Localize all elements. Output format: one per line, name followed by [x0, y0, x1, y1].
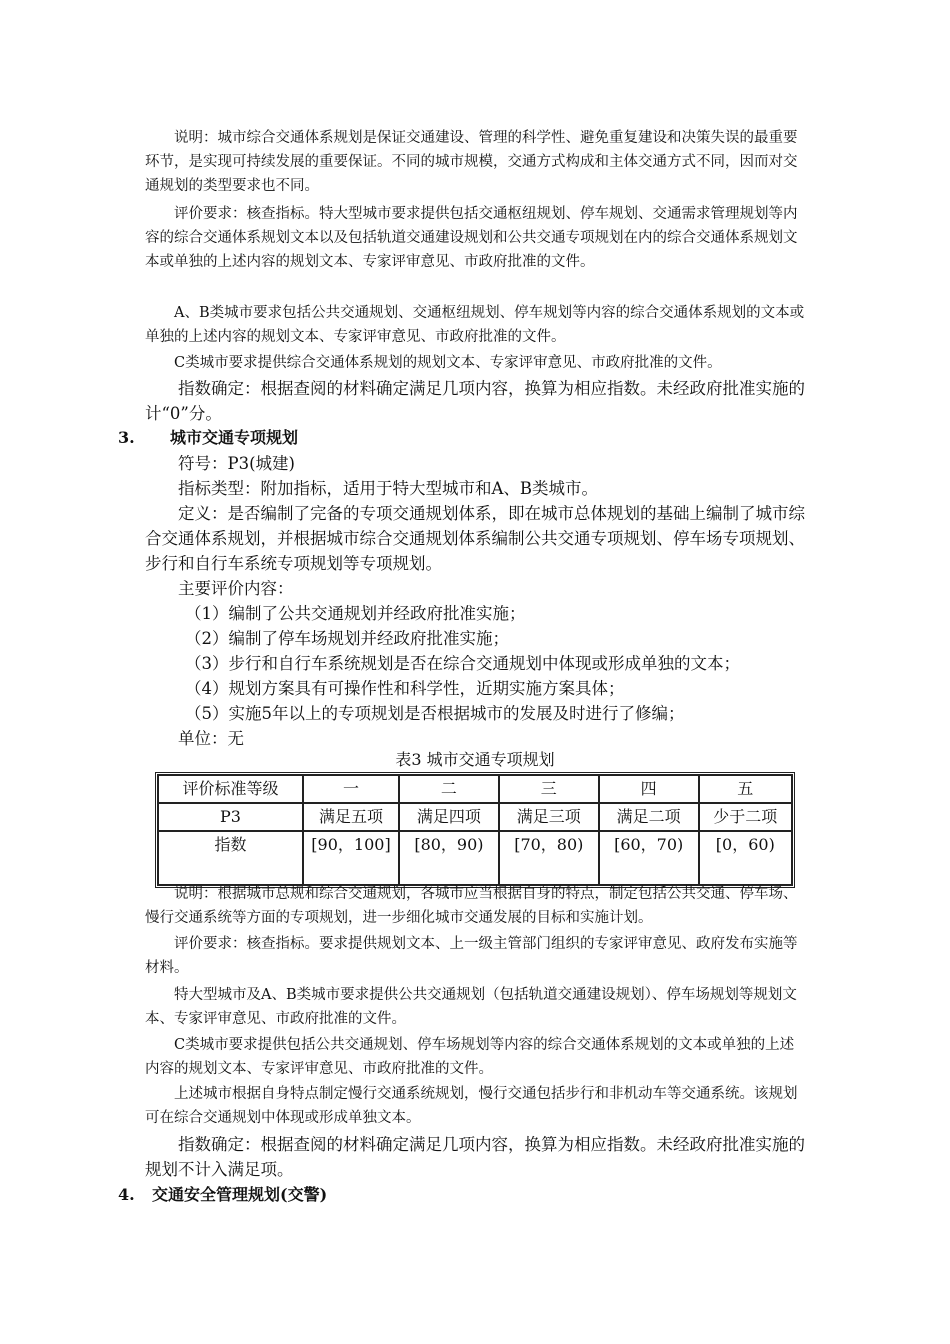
- note-paragraph: 说明：根据城市总规和综合交通规划，各城市应当根据自身的特点，制定包括公共交通、停车场、慢行交通系统等方面的专项规划，进一步细化城市交通发展的目标和实施计划。: [145, 886, 798, 926]
- main-content-label: 主要评价内容：: [178, 579, 294, 598]
- table-cell: [0，60): [699, 831, 792, 885]
- table-cell: 满足三项: [499, 803, 599, 831]
- section-3-number: 3.: [118, 428, 135, 447]
- list-item: （5）实施5年以上的专项规划是否根据城市的发展及时进行了修编；: [185, 704, 685, 723]
- table-cell: [80，90): [399, 831, 499, 885]
- symbol-line: 符号：P3(城建): [178, 454, 295, 473]
- rating-table: [155, 772, 795, 888]
- requirement-paragraph: 评价要求：核查指标。要求提供规划文本、上一级主管部门组织的专家评审意见、政府发布实施等材料。: [145, 936, 798, 976]
- unit-line: 单位：无: [178, 729, 244, 748]
- table-cell: [70，80): [499, 831, 599, 885]
- table-cell: 满足二项: [599, 803, 699, 831]
- table-cell: 三: [499, 775, 599, 803]
- table-row: [158, 803, 792, 831]
- table-cell: 一: [303, 775, 399, 803]
- table-cell: 少于二项: [699, 803, 792, 831]
- table-cell: 五: [699, 775, 792, 803]
- list-item: （4）规划方案具有可操作性和科学性，近期实施方案具体；: [185, 679, 625, 698]
- c-cities-paragraph: C类城市要求提供综合交通体系规划的规划文本、专家评审意见、市政府批准的文件。: [174, 355, 722, 371]
- table-cell: 指数: [158, 831, 303, 885]
- evaluation-items-list: [185, 601, 825, 726]
- big-ab-cities-paragraph: 特大型城市及A、B类城市要求提供公共交通规划（包括轨道交通建设规划）、停车场规划等规划文本、专家评审意见、市政府批准的文件。: [145, 987, 797, 1027]
- section-4-heading: [118, 1182, 327, 1208]
- table-cell: 满足四项: [399, 803, 499, 831]
- ab-cities-paragraph: A、B类城市要求包括公共交通规划、交通枢纽规划、停车规划等内容的综合交通体系规划的文本或单独的上述内容的规划文本、专家评审意见、市政府批准的文件。: [145, 305, 805, 345]
- table-row: [158, 831, 792, 885]
- table-cell: 二: [399, 775, 499, 803]
- section-4-number: 4.: [118, 1185, 135, 1204]
- slow-traffic-paragraph: 上述城市根据自身特点制定慢行交通系统规划，慢行交通包括步行和非机动车等交通系统。该规划可在综合交通规划中体现或形成单独文本。: [145, 1086, 798, 1126]
- table-cell: [90，100]: [303, 831, 399, 885]
- definition-paragraph: 定义：是否编制了完备的专项交通规划体系，即在城市总体规划的基础上编制了城市综合交通体系规划，并根据城市综合交通规划体系编制公共交通专项规划、停车场专项规划、步行和自行车系统专项规划等专项规划。: [145, 504, 805, 573]
- section-4-title: 交通安全管理规划(交警): [152, 1185, 328, 1204]
- table-cell: 评价标准等级: [158, 775, 303, 803]
- index-paragraph: 指数确定：根据查阅的材料确定满足几项内容，换算为相应指数。未经政府批准实施的规划不计入满足项。: [145, 1135, 805, 1179]
- indicator-type-line: 指标类型：附加指标，适用于特大型城市和A、B类城市。: [178, 479, 599, 498]
- table-caption: 表3 城市交通专项规划: [395, 750, 555, 769]
- table-cell: 四: [599, 775, 699, 803]
- table-cell: 满足五项: [303, 803, 399, 831]
- table-cell: P3: [158, 803, 303, 831]
- requirement-paragraph: 评价要求：核查指标。特大型城市要求提供包括交通枢纽规划、停车规划、交通需求管理规划等内容的综合交通体系规划文本以及包括轨道交通建设规划和公共交通专项规划在内的综合交通体系规划文本或单独的上述内容的规划文本、专家评审意见、市政府批准的文件。: [145, 206, 798, 270]
- note-paragraph: 说明：城市综合交通体系规划是保证交通建设、管理的科学性、避免重复建设和决策失误的最重要环节，是实现可持续发展的重要保证。不同的城市规模，交通方式构成和主体交通方式不同，因而对交通规划的类型要求也不同。: [145, 130, 798, 194]
- section-3-heading: [118, 425, 298, 451]
- section-3-title: 城市交通专项规划: [170, 428, 299, 447]
- list-item: （2）编制了停车场规划并经政府批准实施；: [185, 629, 509, 648]
- table-header-row: [158, 775, 792, 803]
- list-item: （1）编制了公共交通规划并经政府批准实施；: [185, 604, 526, 623]
- c-cities-paragraph: C类城市要求提供包括公共交通规划、停车场规划等内容的综合交通体系规划的文本或单独的上述内容的规划文本、专家评审意见、市政府批准的文件。: [145, 1037, 795, 1077]
- table-cell: [60，70): [599, 831, 699, 885]
- index-paragraph: 指数确定：根据查阅的材料确定满足几项内容，换算为相应指数。未经政府批准实施的计“0”分。: [145, 379, 805, 423]
- list-item: （3）步行和自行车系统规划是否在综合交通规划中体现或形成单独的文本；: [185, 654, 740, 673]
